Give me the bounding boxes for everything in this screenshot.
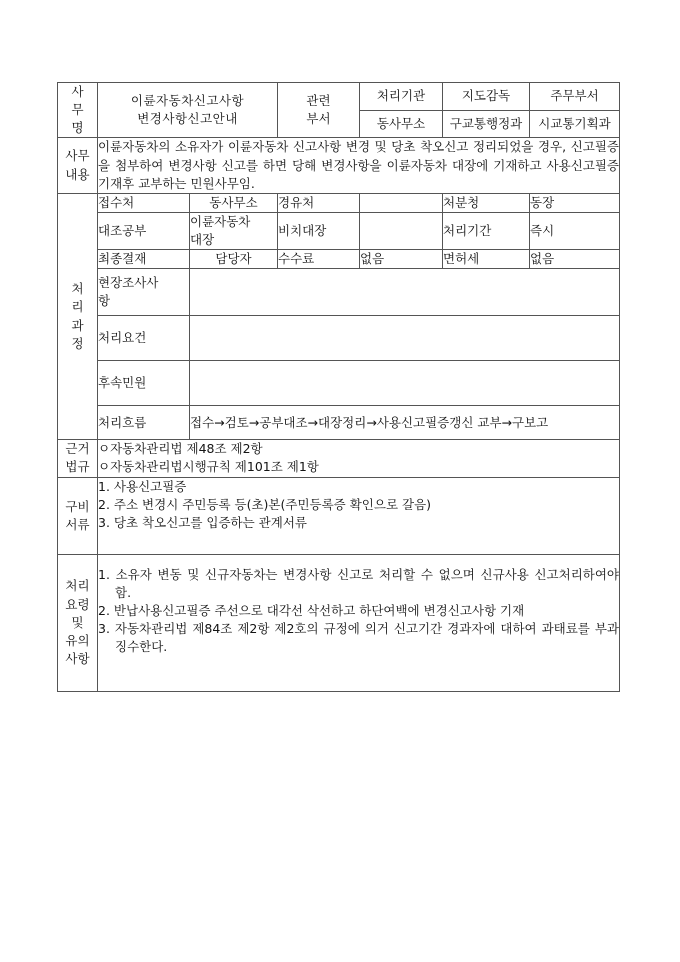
dept-header-processing-agency: 처리기관 (360, 83, 443, 111)
process-wide-row-followup (58, 361, 620, 406)
required-documents-item (98, 496, 619, 514)
handling-notes-item (98, 620, 619, 656)
dept-value-supervision: 구교통행정과 (443, 110, 530, 138)
handling-notes-item-text: 소유자 변동 및 신규자동차는 변경사항 신고로 처리할 수 없으며 신규사용 신고처리하여야 함. (115, 566, 619, 600)
handling-notes-item-marker: 2. (98, 603, 110, 619)
kept-ledger-label: 비치대장 (278, 212, 360, 249)
requirements-value (190, 316, 620, 361)
process-label-char-1: 리 (71, 299, 84, 315)
required-documents-label-line2: 서류 (65, 516, 90, 532)
task-name-label: 사 무 명 (58, 83, 98, 138)
legal-basis-list (98, 440, 620, 477)
followup-value (190, 361, 620, 406)
required-documents-item-marker: 2. (98, 496, 110, 512)
fee-value: 없음 (360, 250, 443, 269)
final-approval-label: 최종결재 (98, 250, 190, 269)
receipt-office-label: 접수처 (98, 193, 190, 212)
required-documents-item-text: 사용신고필증 (113, 478, 187, 494)
dept-value-main-department: 시교통기획과 (530, 110, 620, 138)
followup-label: 후속민원 (98, 361, 190, 406)
required-documents-item-marker: 3. (98, 514, 110, 530)
legal-basis-item (98, 458, 619, 476)
legal-basis-item-marker: ㅇ (98, 441, 111, 457)
process-grid-row-1 (58, 193, 620, 212)
process-grid-row-2 (58, 212, 620, 249)
document-title-line1: 이륜자동차신고사항 (130, 93, 245, 109)
required-documents-item-text: 당초 착오신고를 입증하는 관계서류 (113, 514, 307, 530)
reference-ledger-value-line2: 대장 (190, 232, 215, 247)
required-documents-label-line1: 구비 (65, 498, 90, 514)
process-flow-label: 처리흐름 (98, 406, 190, 440)
reference-ledger-value (190, 212, 278, 249)
handling-notes-label-line-1: 요령 (65, 596, 90, 612)
handling-notes-item-marker: 3. (98, 621, 110, 637)
reference-ledger-label: 대조공부 (98, 212, 190, 249)
handling-notes-item-text: 반납사용신고필증 주선으로 대각선 삭선하고 하단여백에 변경신고사항 기재 (113, 603, 525, 619)
handling-notes-list (98, 554, 620, 691)
administrative-form-table (57, 82, 620, 692)
handling-notes-item (98, 602, 619, 620)
handling-notes-item (98, 566, 619, 602)
process-wide-row-site-inspection (58, 269, 620, 316)
final-approval-value: 담당자 (190, 250, 278, 269)
legal-basis-row (58, 440, 620, 477)
legal-basis-label-line2: 법규 (65, 459, 90, 475)
required-documents-list (98, 477, 620, 554)
required-documents-item-marker: 1. (98, 478, 110, 494)
process-flow-row (58, 406, 620, 440)
license-tax-label: 면허세 (443, 250, 530, 269)
transit-office-value (360, 193, 443, 212)
task-content-text: 이륜자동차의 소유자가 이륜자동차 신고사항 변경 및 당초 착오신고 정리되었을 경우, 신고필증을 첨부하여 변경사항 신고를 하면 당해 변경사항을 이륜자동차 대장에 기재하고 사용신고필증 기재후 교부하는 민원사무임. (98, 139, 619, 191)
dept-header-supervision: 지도감독 (443, 83, 530, 111)
handling-notes-label-line-3: 유의 (65, 632, 90, 648)
task-content-row (58, 138, 620, 193)
legal-basis-item (98, 440, 619, 458)
handling-notes-label (58, 554, 98, 691)
process-label-char-3: 정 (71, 335, 84, 351)
processing-period-label: 처리기간 (443, 212, 530, 249)
processing-period-value: 즉시 (530, 212, 620, 249)
document-title-line2: 변경사항신고안내 (137, 111, 238, 127)
receipt-office-value: 동사무소 (190, 193, 278, 212)
process-grid-row-3 (58, 250, 620, 269)
site-inspection-label-line1: 현장조사사 (98, 275, 159, 291)
disposition-authority-label: 처분청 (443, 193, 530, 212)
process-label-char-0: 처 (71, 281, 84, 297)
header-row-top (58, 83, 620, 111)
related-dept-label: 관련 부서 (278, 83, 360, 138)
site-inspection-value (190, 269, 620, 316)
fee-label: 수수료 (278, 250, 360, 269)
dept-header-main-department: 주무부서 (530, 83, 620, 111)
legal-basis-item-text: 자동차관리법시행규칙 제101조 제1항 (110, 459, 319, 475)
handling-notes-row (58, 554, 620, 691)
license-tax-value: 없음 (530, 250, 620, 269)
handling-notes-label-line-0: 처리 (65, 578, 90, 594)
disposition-authority-value: 동장 (530, 193, 620, 212)
task-content-body (98, 138, 620, 193)
handling-notes-label-line-2: 및 (71, 614, 84, 630)
required-documents-item (98, 478, 619, 496)
site-inspection-label-line2: 항 (98, 293, 111, 309)
site-inspection-label (98, 269, 190, 316)
reference-ledger-value-line1: 이륜자동차 (190, 213, 251, 229)
required-documents-item-text: 주소 변경시 주민등록 등(초)본(주민등록증 확인으로 갈음) (113, 496, 432, 512)
document-title (98, 83, 278, 138)
process-flow-value: 접수→검토→공부대조→대장정리→사용신고필증갱신 교부→구보고 (190, 406, 620, 440)
requirements-label: 처리요건 (98, 316, 190, 361)
legal-basis-item-text: 자동차관리법 제48조 제2항 (110, 441, 263, 457)
task-content-label: 사무 내용 (58, 138, 98, 193)
legal-basis-label-line1: 근거 (65, 441, 90, 457)
required-documents-item (98, 514, 619, 532)
required-documents-row (58, 477, 620, 554)
legal-basis-label (58, 440, 98, 477)
handling-notes-label-line-4: 사항 (65, 650, 90, 666)
legal-basis-item-marker: ㅇ (98, 459, 111, 475)
process-wide-row-requirements (58, 316, 620, 361)
handling-notes-item-text: 자동차관리법 제84조 제2항 제2호의 규정에 의거 신고기간 경과자에 대하여 과태료를 부과징수한다. (114, 621, 619, 655)
kept-ledger-value (360, 212, 443, 249)
handling-notes-item-marker: 1. (98, 566, 110, 582)
process-label-char-2: 과 (71, 317, 84, 333)
process-label (58, 193, 98, 440)
required-documents-label (58, 477, 98, 554)
dept-value-processing-agency: 동사무소 (360, 110, 443, 138)
transit-office-label: 경유처 (278, 193, 360, 212)
